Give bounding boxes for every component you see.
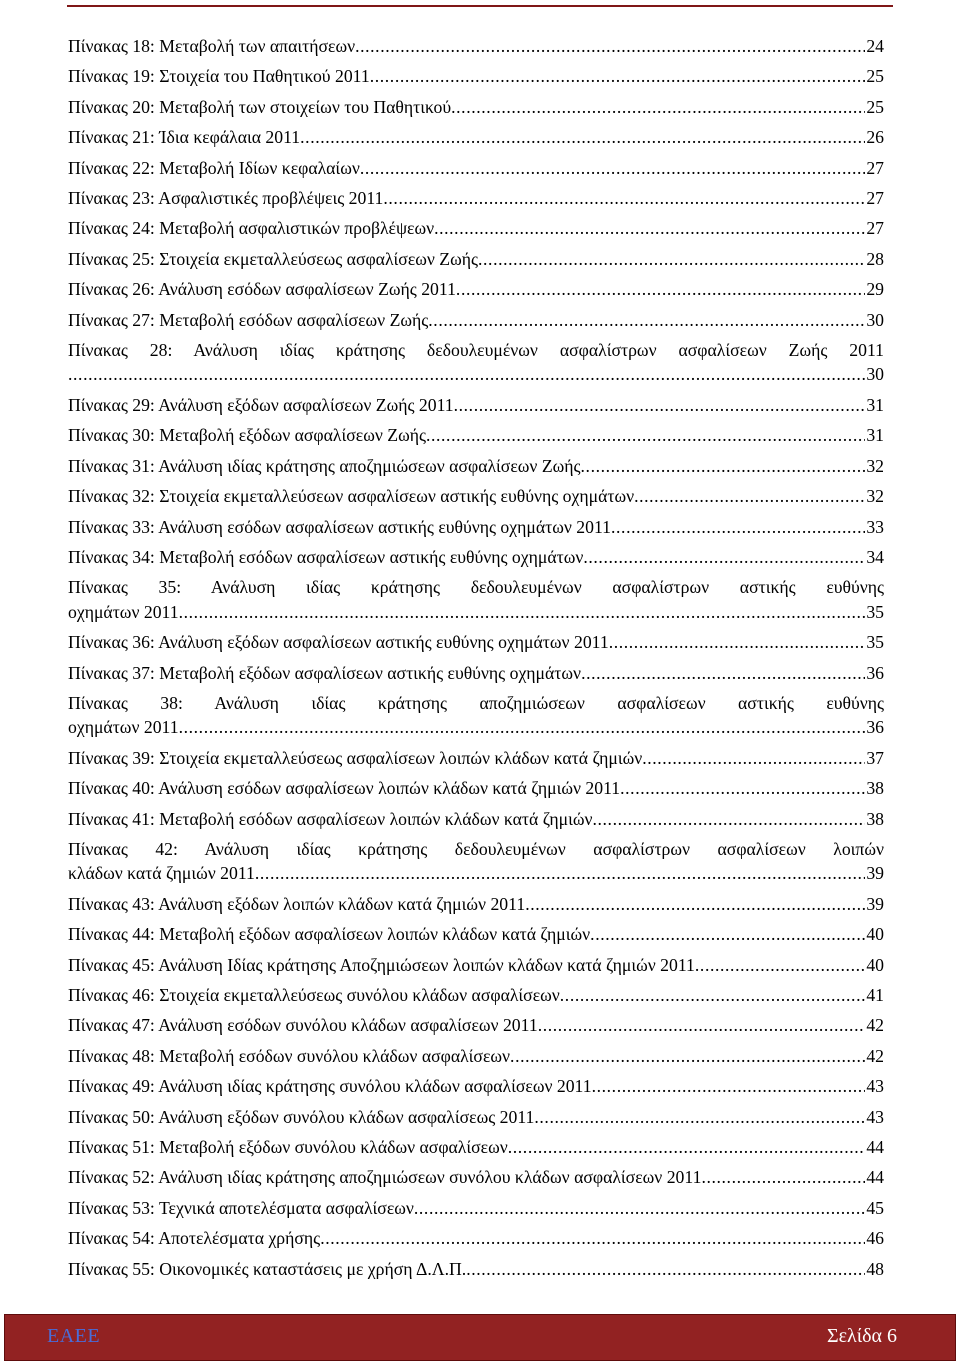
dot-leader (478, 247, 865, 271)
toc-entry[interactable] (68, 953, 884, 977)
toc-entry[interactable] (68, 393, 884, 417)
toc-entry-row (68, 807, 884, 831)
dot-leader (701, 1165, 865, 1189)
toc-entry-row (68, 454, 884, 478)
dot-leader (456, 277, 865, 301)
toc-entry-page: 32 (866, 486, 884, 507)
toc-entry-label: Πίνακας 50: Ανάλυση εξόδων συνόλου κλάδων ασφαλίσεως 2011 (68, 1106, 535, 1127)
toc-entry-row (68, 34, 884, 58)
toc-entry-page: 35 (866, 601, 884, 622)
toc-entry-row (68, 1013, 884, 1037)
toc-entry-page: 41 (866, 985, 884, 1005)
toc-entry-page: 30 (866, 364, 884, 385)
toc-entry[interactable] (68, 776, 884, 800)
toc-entry-row (68, 95, 884, 119)
toc-entry[interactable] (68, 1105, 884, 1129)
toc-entry-page: 40 (866, 954, 884, 975)
dot-leader (583, 545, 865, 569)
toc-entry[interactable] (68, 156, 884, 180)
toc-entry[interactable] (68, 34, 884, 58)
toc-entry-label-line2: κλάδων κατά ζημιών 2011 (68, 863, 255, 884)
toc-entry-label: Πίνακας 55: Οικονομικές καταστάσεις με χρήση Δ.Λ.Π. (68, 1258, 467, 1279)
toc-entry-label-line1: Πίνακας 42: Ανάλυση ιδίας κράτησης δεδουλευμένων ασφαλίστρων ασφαλίσεων λοιπών (68, 838, 884, 859)
toc-entry-page: 42 (866, 1015, 884, 1036)
toc-entry-page: 39 (866, 893, 884, 914)
toc-entry[interactable] (68, 807, 884, 831)
toc-entry-label: Πίνακας 22: Μεταβολή Ιδίων κεφαλαίων (68, 157, 360, 178)
dot-leader (360, 156, 865, 180)
toc-entry-page: 38 (866, 778, 884, 799)
dot-leader (620, 776, 865, 800)
toc-entry-label: Πίνακας 49: Ανάλυση ιδίας κράτησης συνόλου κλάδων ασφαλίσεων 2011 (68, 1076, 592, 1097)
toc-entry-row (68, 1257, 884, 1281)
toc-entry-page: 36 (866, 662, 884, 683)
toc-entry[interactable] (68, 338, 884, 387)
toc-entry-row (68, 308, 884, 332)
toc-entry-label: Πίνακας 25: Στοιχεία εκμεταλλεύσεως ασφαλίσεων Ζωής (68, 248, 479, 269)
dot-leader (320, 1226, 865, 1250)
toc-entry[interactable] (68, 125, 884, 149)
toc-entry-page: 25 (866, 96, 884, 117)
toc-entry[interactable] (68, 277, 884, 301)
toc-entry[interactable] (68, 186, 884, 210)
dot-leader (581, 454, 866, 478)
toc-entry-leader-row (68, 861, 884, 885)
toc-entry-page: 44 (866, 1137, 884, 1158)
toc-entry-row (68, 1226, 884, 1250)
toc-entry-label-line2: οχημάτων 2011 (68, 717, 179, 738)
toc-entry-row (68, 186, 884, 210)
toc-entry-row (68, 393, 884, 417)
toc-entry[interactable] (68, 983, 884, 1007)
toc-entry-label: Πίνακας 52: Ανάλυση ιδίας κράτησης αποζημιώσεων συνόλου κλάδων ασφαλίσεων 2011 (68, 1167, 702, 1188)
toc-entry-label: Πίνακας 32: Στοιχεία εκμεταλλεύσεων ασφαλίσεων αστικής ευθύνης οχημάτων (68, 486, 635, 507)
toc-entry-row (68, 515, 884, 539)
toc-entry-page: 25 (866, 66, 884, 87)
toc-entry-label: Πίνακας 27: Μεταβολή εσόδων ασφαλίσεων Ζωής (68, 309, 429, 330)
toc-entry-page: 26 (866, 127, 884, 148)
dot-leader (560, 983, 866, 1007)
toc-entry-label: Πίνακας 20: Μεταβολή των στοιχείων του Παθητικού (68, 96, 452, 117)
toc-entry-page: 27 (866, 188, 884, 209)
dot-leader (466, 1257, 865, 1281)
toc-entry-leader-row (68, 362, 884, 386)
toc-entry-label: Πίνακας 34: Μεταβολή εσόδων ασφαλίσεων αστικής ευθύνης οχημάτων (68, 546, 584, 567)
toc-entry-page: 28 (866, 248, 884, 269)
toc-entry[interactable] (68, 515, 884, 539)
toc-entry-label: Πίνακας 24: Μεταβολή ασφαλιστικών προβλέψεων (68, 218, 435, 239)
toc-entry[interactable] (68, 484, 884, 508)
dot-leader (355, 34, 865, 58)
dot-leader (414, 1196, 865, 1220)
footer-page-number: Σελίδα 6 (826, 1325, 897, 1347)
toc-entry-page: 43 (866, 1106, 884, 1127)
toc-entry-row (68, 630, 884, 654)
header-rule (67, 5, 893, 7)
toc-entry[interactable] (68, 216, 884, 240)
toc-entry-row (68, 1044, 884, 1068)
toc-entry-row (68, 1105, 884, 1129)
toc-entry-page: 36 (866, 717, 884, 738)
toc-entry-page: 31 (866, 394, 884, 415)
toc-entry-leader-row (68, 715, 884, 739)
toc-entry-page: 35 (866, 632, 884, 653)
dot-leader (538, 1013, 866, 1037)
toc-entry[interactable] (68, 922, 884, 946)
toc-entry-label-line1: Πίνακας 38: Ανάλυση ιδίας κράτησης αποζημιώσεων ασφαλίσεων αστικής ευθύνης (68, 692, 884, 713)
toc-entry-page: 40 (866, 924, 884, 945)
toc-entry-label: Πίνακας 43: Ανάλυση εξόδων λοιπών κλάδων κατά ζημιών 2011 (68, 893, 526, 914)
toc-entry-label: Πίνακας 19: Στοιχεία του Παθητικού 2011 (68, 66, 370, 87)
dot-leader (434, 216, 865, 240)
toc-entry-label: Πίνακας 31: Ανάλυση ιδίας κράτησης αποζημιώσεων ασφαλίσεων Ζωής (68, 455, 581, 476)
toc-entry-label: Πίνακας 29: Ανάλυση εξόδων ασφαλίσεων Ζωής 2011 (68, 394, 454, 415)
dot-leader (609, 630, 866, 654)
toc-entry-page: 38 (866, 808, 884, 829)
toc-entry-page: 34 (866, 546, 884, 567)
dot-leader (426, 423, 865, 447)
dot-leader (428, 308, 865, 332)
toc-entry-row (68, 922, 884, 946)
dot-leader (581, 661, 865, 685)
toc-entry-label: Πίνακας 45: Ανάλυση Ιδίας κράτησης Αποζημιώσεων λοιπών κλάδων κατά ζημιών 2011 (68, 954, 695, 975)
toc-entry-label: Πίνακας 41: Μεταβολή εσόδων ασφαλίσεων λοιπών κλάδων κατά ζημιών (68, 808, 593, 829)
dot-leader (525, 892, 865, 916)
dot-leader (300, 125, 865, 149)
toc-entry-row (68, 953, 884, 977)
toc-entry[interactable] (68, 423, 884, 447)
toc-entry-page: 27 (866, 157, 884, 178)
toc-entry-row (68, 1196, 884, 1220)
toc-entry[interactable] (68, 1257, 884, 1281)
toc-entry-row (68, 64, 884, 88)
toc-entry[interactable] (68, 1044, 884, 1068)
dot-leader (634, 484, 865, 508)
toc-entry-row (68, 156, 884, 180)
toc-entry-label: Πίνακας 54: Αποτελέσματα χρήσης (68, 1228, 321, 1249)
toc-entry[interactable] (68, 1165, 884, 1189)
dot-leader (179, 600, 866, 624)
toc-entry-page: 39 (866, 863, 884, 884)
toc-entry-row (68, 661, 884, 685)
dot-leader (383, 186, 865, 210)
toc-entry-page: 45 (866, 1197, 884, 1218)
toc-entry-page: 27 (866, 218, 884, 239)
toc-entry[interactable] (68, 661, 884, 685)
toc-entry-page: 30 (866, 309, 884, 330)
dot-leader (592, 1074, 866, 1098)
toc-entry-label: Πίνακας 40: Ανάλυση εσόδων ασφαλίσεων λοιπών κλάδων κατά ζημιών 2011 (68, 778, 621, 799)
toc-entry[interactable] (68, 64, 884, 88)
toc-entry-row (68, 776, 884, 800)
toc-entry-label: Πίνακας 21: Ίδια κεφάλαια 2011 (68, 127, 301, 148)
toc-entry-page: 31 (866, 425, 884, 446)
toc-entry-row (68, 484, 884, 508)
toc-entry-page: 43 (866, 1076, 884, 1097)
toc-entry-label: Πίνακας 39: Στοιχεία εκμεταλλεύσεως ασφαλίσεων λοιπών κλάδων κατά ζημιών (68, 747, 643, 768)
toc-entry[interactable] (68, 95, 884, 119)
toc-entry[interactable] (68, 1135, 884, 1159)
dot-leader (454, 393, 866, 417)
dot-leader (534, 1105, 865, 1129)
toc-entry-row (68, 125, 884, 149)
toc-entry-row (68, 892, 884, 916)
toc-entry[interactable] (68, 837, 884, 886)
dot-leader (590, 922, 865, 946)
toc-entry-row (68, 545, 884, 569)
toc-entry-row (68, 746, 884, 770)
toc-entry-row (68, 423, 884, 447)
dot-leader (451, 95, 865, 119)
toc-entry[interactable] (68, 545, 884, 569)
toc-entry-label: Πίνακας 37: Μεταβολή εξόδων ασφαλίσεων αστικής ευθύνης οχημάτων (68, 662, 582, 683)
dot-leader (255, 861, 865, 885)
toc-entry[interactable] (68, 1074, 884, 1098)
dot-leader (642, 746, 865, 770)
toc-entry-row (68, 1165, 884, 1189)
toc-entry-page: 48 (866, 1258, 884, 1279)
toc-entry[interactable] (68, 247, 884, 271)
toc-entry-row (68, 983, 884, 1007)
toc-entry-label: Πίνακας 47: Ανάλυση εσόδων συνόλου κλάδων ασφαλίσεων 2011 (68, 1015, 538, 1036)
toc-entry[interactable] (68, 892, 884, 916)
toc-entry-label: Πίνακας 48: Μεταβολή εσόδων συνόλου κλάδων ασφαλίσεων (68, 1045, 511, 1066)
toc-entry-leader-row (68, 600, 884, 624)
toc-entry-page: 37 (866, 747, 884, 768)
page-footer (4, 1314, 956, 1361)
toc-entry-label: Πίνακας 36: Ανάλυση εξόδων ασφαλίσεων αστικής ευθύνης οχημάτων 2011 (68, 632, 609, 653)
toc-entry-page: 46 (866, 1228, 884, 1249)
dot-leader (508, 1135, 866, 1159)
toc-entry-page: 42 (866, 1045, 884, 1066)
dot-leader (611, 515, 865, 539)
toc-entry[interactable] (68, 630, 884, 654)
toc-entry-row (68, 216, 884, 240)
toc-entry[interactable] (68, 575, 884, 624)
dot-leader (68, 362, 865, 386)
toc-entry-label-line1: Πίνακας 28: Ανάλυση ιδίας κράτησης δεδουλευμένων ασφαλίστρων ασφαλίσεων Ζωής 2011 (68, 340, 884, 361)
toc-entry-label: Πίνακας 33: Ανάλυση εσόδων ασφαλίσεων αστικής ευθύνης οχημάτων 2011 (68, 516, 611, 537)
toc-entry[interactable] (68, 746, 884, 770)
toc-entry-label: Πίνακας 51: Μεταβολή εξόδων συνόλου κλάδων ασφαλίσεων (68, 1137, 508, 1158)
footer-organization: ΕΑΕΕ (47, 1325, 101, 1347)
dot-leader (695, 953, 865, 977)
toc-entry[interactable] (68, 1013, 884, 1037)
toc-entry-label: Πίνακας 26: Ανάλυση εσόδων ασφαλίσεων Ζωής 2011 (68, 279, 456, 300)
toc-entry[interactable] (68, 1196, 884, 1220)
toc-entry[interactable] (68, 308, 884, 332)
toc-entry-page: 32 (866, 455, 884, 476)
toc-entry-label: Πίνακας 18: Μεταβολή των απαιτήσεων (68, 36, 356, 56)
toc-entry-page: 24 (866, 36, 884, 56)
toc-entry-label: Πίνακας 46: Στοιχεία εκμεταλλεύσεως συνόλου κλάδων ασφαλίσεων (68, 985, 560, 1005)
toc-entry-row (68, 277, 884, 301)
toc-entry-label: Πίνακας 44: Μεταβολή εξόδων ασφαλίσεων λοιπών κλάδων κατά ζημιών (68, 924, 591, 945)
toc-entry-label: Πίνακας 30: Μεταβολή εξόδων ασφαλίσεων Ζωής (68, 425, 426, 446)
toc-entry-row (68, 247, 884, 271)
table-of-tables (68, 34, 884, 1287)
toc-entry-label: Πίνακας 53: Τεχνικά αποτελέσματα ασφαλίσεων (68, 1197, 414, 1218)
toc-entry-page: 33 (866, 516, 884, 537)
toc-entry-page: 29 (866, 279, 884, 300)
dot-leader (592, 807, 865, 831)
toc-entry-page: 44 (866, 1167, 884, 1188)
toc-entry[interactable] (68, 454, 884, 478)
toc-entry-label-line1: Πίνακας 35: Ανάλυση ιδίας κράτησης δεδουλευμένων ασφαλίστρων αστικής ευθύνης (68, 577, 884, 598)
toc-entry[interactable] (68, 1226, 884, 1250)
toc-entry-row (68, 1074, 884, 1098)
dot-leader (179, 715, 866, 739)
toc-entry-row (68, 1135, 884, 1159)
dot-leader (370, 64, 866, 88)
toc-entry-label-line2: οχημάτων 2011 (68, 601, 179, 622)
toc-entry-label: Πίνακας 23: Ασφαλιστικές προβλέψεις 2011 (68, 188, 384, 209)
toc-entry[interactable] (68, 691, 884, 740)
dot-leader (510, 1044, 865, 1068)
